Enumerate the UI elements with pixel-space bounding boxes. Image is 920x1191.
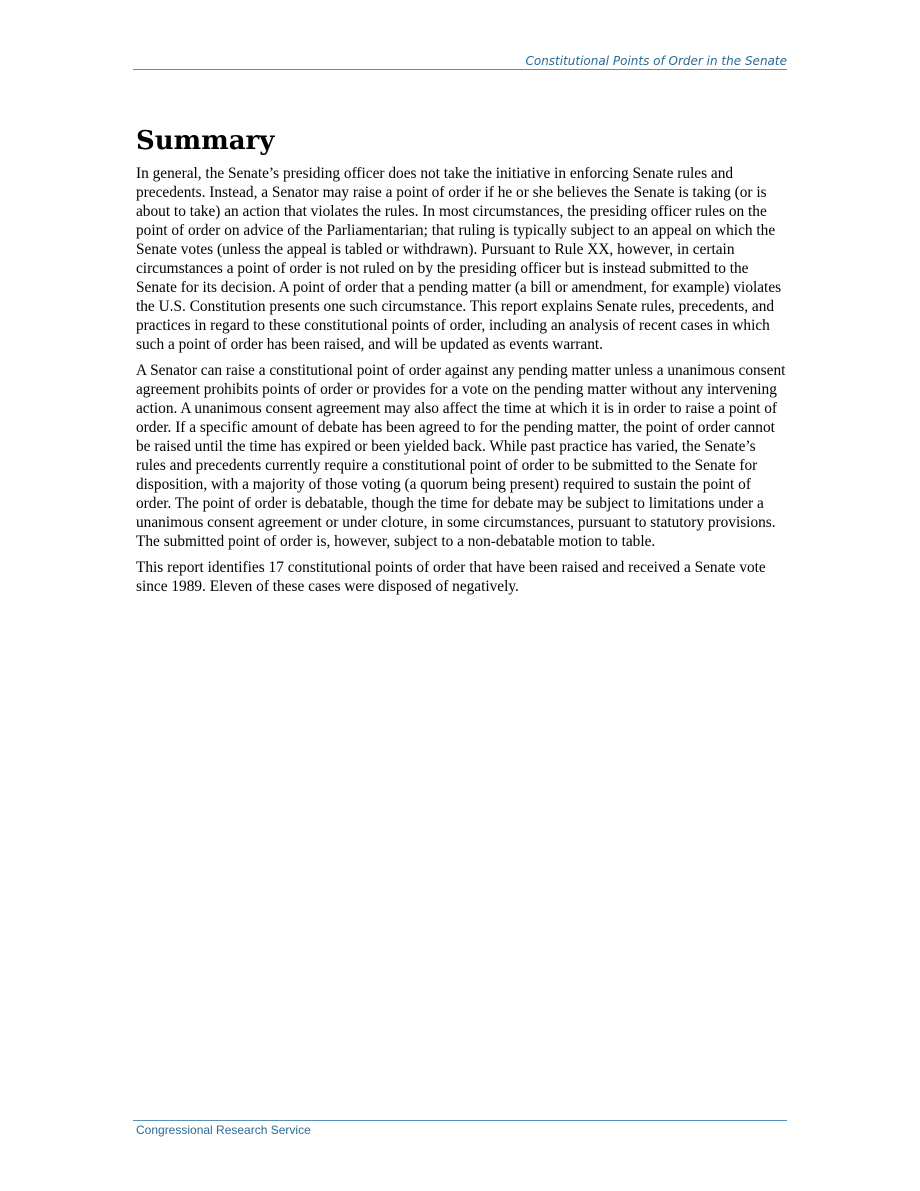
- footer-organization: Congressional Research Service: [136, 1123, 311, 1137]
- summary-paragraph-1: In general, the Senate’s presiding officer does not take the initiative in enforcing Senate rules and precedents. Instead, a Senator may raise a point of order if he or she believes the Senate is taking (or is about to take) an action that violates the rules. In most circumstances, the presiding officer rules on the point of order on advice of the Parliamentarian; that ruling is typically subject to an appeal on which the Senate votes (unless the appeal is tabled or withdrawn). Pursuant to Rule XX, however, in certain circumstances a point of order is not ruled on by the presiding officer but is instead submitted to the Senate for its decision. A point of order that a pending matter (a bill or amendment, for example) violates the U.S. Constitution presents one such circumstance. This report explains Senate rules, precedents, and practices in regard to these constitutional points of order, including an analysis of recent cases in which such a point of order has been raised, and will be updated as events warrant.: [136, 165, 782, 353]
- footer-divider: [133, 1120, 787, 1121]
- summary-paragraph-3: This report identifies 17 constitutional points of order that have been raised and received a Senate vote since 1989. Eleven of these cases were disposed of negatively.: [136, 559, 766, 595]
- summary-paragraph-2: A Senator can raise a constitutional point of order against any pending matter unless a unanimous consent agreement prohibits points of order or provides for a vote on the pending matter without any intervening action. A unanimous consent agreement may also affect the time at which it is in order to raise a point of order. If a specific amount of debate has been agreed to for the pending matter, the point of order cannot be raised until the time has expired or been yielded back. While past practice has varied, the Senate’s rules and precedents currently require a constitutional point of order to be submitted to the Senate for disposition, with a majority of those voting (a quorum being present) required to sustain the point of order. The point of order is debatable, though the time for debate may be subject to limitations under a unanimous consent agreement or under cloture, in some circumstances, pursuant to statutory provisions. The submitted point of order is, however, subject to a non-debatable motion to table.: [136, 362, 786, 550]
- running-header-title: Constitutional Points of Order in the Senate: [525, 54, 787, 68]
- section-title: Summary: [136, 126, 275, 156]
- header-divider: [133, 69, 787, 70]
- document-body: [136, 124, 788, 603]
